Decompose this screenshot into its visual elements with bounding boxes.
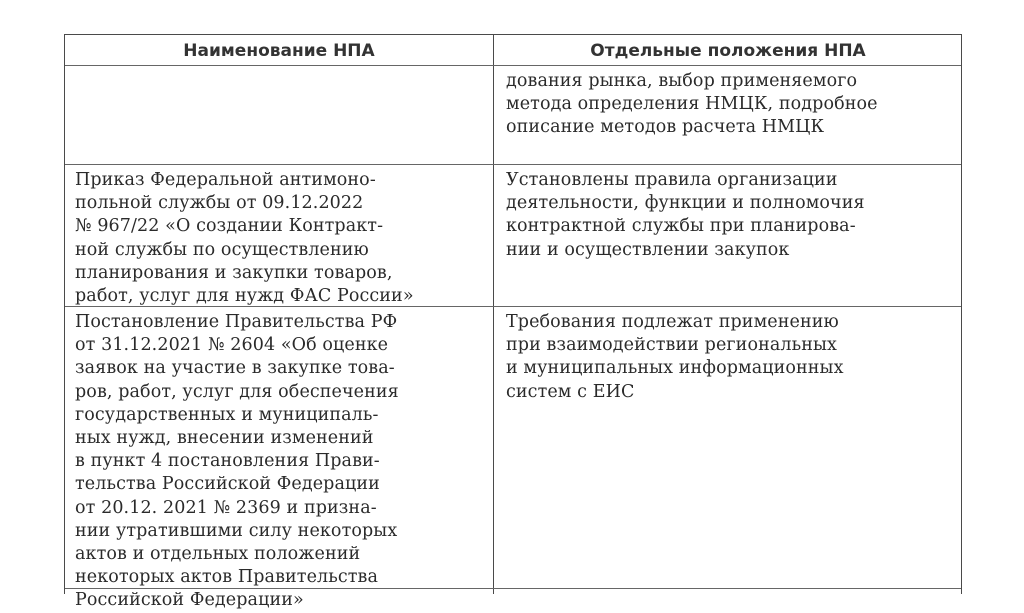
cell-name xyxy=(75,311,485,613)
table-header-row xyxy=(65,35,961,66)
text-line: тельства Российской Федерации xyxy=(75,474,380,495)
text-line: в пункт 4 постановления Прави- xyxy=(75,451,380,472)
table-row xyxy=(65,165,961,307)
text-line: от 20.12. 2021 № 2369 и призна- xyxy=(75,497,377,518)
text-line: описание методов расчета НМЦК xyxy=(506,117,825,138)
text-line: актов и отдельных положений xyxy=(75,544,361,565)
text-line: работ, услуг для нужд ФАС России» xyxy=(75,286,414,307)
table-row xyxy=(65,307,961,611)
cell-provisions xyxy=(506,169,956,262)
text-line: государственных и муниципаль- xyxy=(75,404,379,425)
text-line: заявок на участие в закупке това- xyxy=(75,358,395,379)
cell-name xyxy=(75,169,485,308)
text-line: некоторых актов Правительства xyxy=(75,567,379,588)
text-line: ных нужд, внесении изменений xyxy=(75,428,374,449)
text-line: польной службы от 09.12.2022 xyxy=(75,193,364,214)
text-line: нии утратившими силу некоторых xyxy=(75,520,398,541)
text-line: Российской Федерации» xyxy=(75,590,304,611)
text-line: систем с ЕИС xyxy=(506,381,635,402)
text-line: ной службы по осуществлению xyxy=(75,239,369,260)
text-line: Постановление Правительства РФ xyxy=(75,312,398,332)
text-line: ров, работ, услуг для обеспечения xyxy=(75,381,399,402)
text-line: Требования подлежат применению xyxy=(506,312,839,332)
table-row xyxy=(65,66,961,165)
text-line: планирования и закупки товаров, xyxy=(75,262,393,283)
text-line: деятельности, функции и полномочия xyxy=(506,193,865,214)
text-line: при взаимодействии региональных xyxy=(506,335,837,356)
header-provisions: Отдельные положения НПА xyxy=(590,41,866,61)
text-line: нии и осуществлении закупок xyxy=(506,239,790,260)
text-line: Установлены правила организации xyxy=(506,170,838,190)
text-line: контрактной службы при планирова- xyxy=(506,216,856,237)
text-line: метода определения НМЦК, подробное xyxy=(506,94,878,115)
text-line: и муниципальных информационных xyxy=(506,358,844,379)
text-line: Приказ Федеральной антимоно- xyxy=(75,170,376,190)
header-name: Наименование НПА xyxy=(183,41,375,61)
cell-provisions xyxy=(506,311,956,404)
text-line: дования рынка, выбор применяемого xyxy=(506,71,858,91)
cell-provisions xyxy=(506,70,956,140)
npa-table xyxy=(64,34,962,611)
text-line: № 967/22 «О создании Контракт- xyxy=(75,216,384,237)
text-line: от 31.12.2021 № 2604 «Об оценке xyxy=(75,335,389,356)
